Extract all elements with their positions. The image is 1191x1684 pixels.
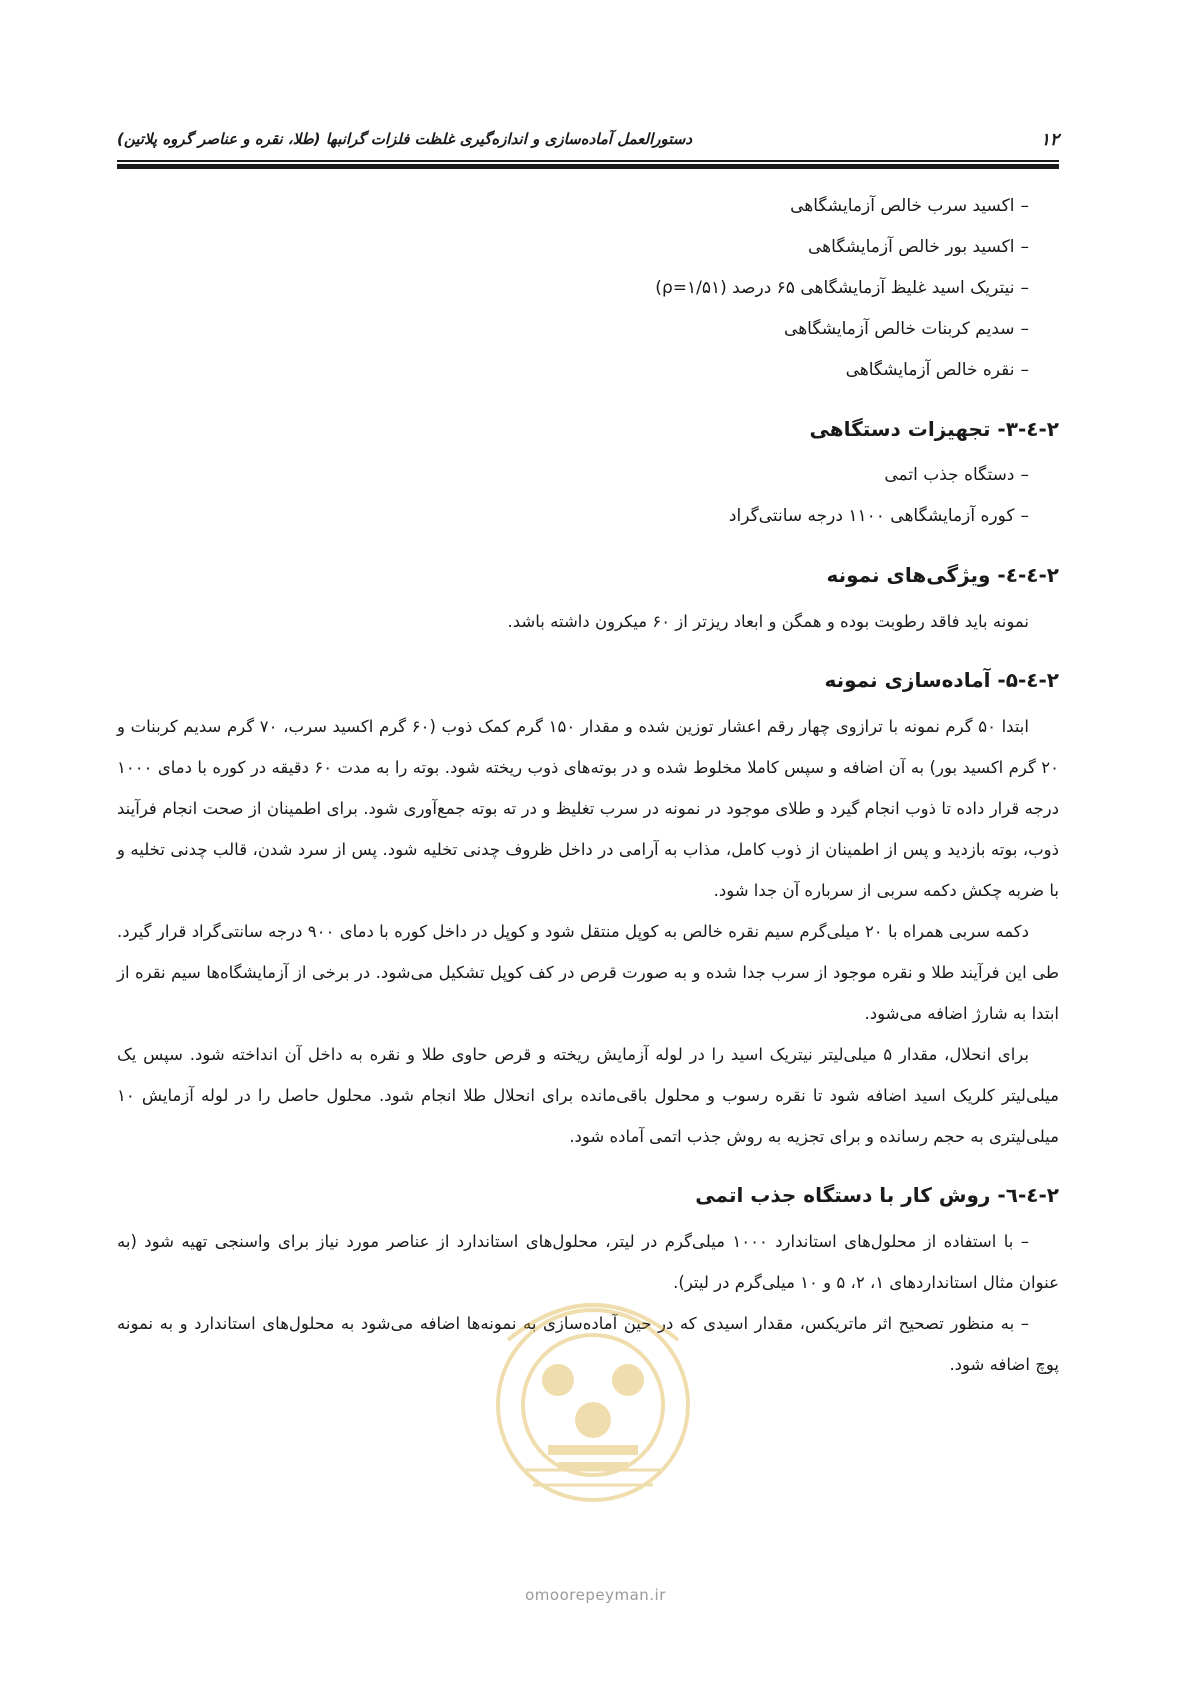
procedure-paragraph: – به منظور تصحیح اثر ماتریکس، مقدار اسیدی که در حین آماده‌سازی به نمونه‌ها اضافه می‌شود به محلول‌های استاندارد و به نمونه پوچ اضافه شود. (117, 1314, 1059, 1374)
header-rule-thin (117, 160, 1059, 162)
section-heading-equipment: ۲-٤-۳- تجهیزات دستگاهی (809, 417, 1059, 441)
sample-text: نمونه باید فاقد رطوبت بوده و همگن و ابعاد ریزتر از ۶۰ میکرون داشته باشد. (507, 612, 1029, 631)
list-item: –دستگاه جذب اتمی (117, 455, 1029, 496)
list-marker: – (1020, 196, 1029, 216)
section-heading-sample: ۲-٤-٤- ویژگی‌های نمونه (826, 563, 1059, 587)
running-title: دستورالعمل آماده‌سازی و اندازه‌گیری غلظت فلزات گرانبها (طلا، نقره و عناصر گروه پلاتین) (117, 130, 693, 148)
list-item: –کوره آزمایشگاهی ۱۱۰۰ درجه سانتی‌گراد (117, 496, 1029, 537)
page-header (117, 124, 1059, 164)
watermark-url: omoorepeyman.ir (525, 1586, 666, 1604)
reagent-list (117, 186, 1059, 391)
list-marker: – (1020, 237, 1029, 257)
list-marker: – (1020, 465, 1029, 485)
preparation-paragraph: برای انحلال، مقدار ۵ میلی‌لیتر نیتریک اسید را در لوله آزمایش ریخته و قرص حاوی طلا و نقره به داخل آن انداخته شود. سپس یک میلی‌لیتر کلریک اسید اضافه شود تا نقره رسوب و محلول باقی‌مانده برای انحلال طلا انجام شود. محلول حاصل را در لوله آزمایش ۱۰ میلی‌لیتری به حجم رسانده و برای تجزیه به روش جذب اتمی آماده شود. (117, 1045, 1059, 1146)
equipment-list (117, 455, 1059, 537)
list-item: –نقره خالص آزمایشگاهی (117, 350, 1029, 391)
preparation-paragraph: ابتدا ۵۰ گرم نمونه با ترازوی چهار رقم اعشار توزین شده و مقدار ۱۵۰ گرم کمک ذوب (۶۰ گرم اکسید سرب، ۷۰ گرم سدیم کربنات و ۲۰ گرم اکسید بور) به آن اضافه و سپس کاملا مخلوط شده و در بوته‌های ذوب ریخته شود. بوته را به مدت ۶۰ دقیقه در کوره با دمای ۱۰۰۰ درجه قرار داده تا ذوب انجام گیرد و طلای موجود در نمونه در سرب تغلیظ و در ته بوته جمع‌آوری شود. برای اطمینان از صحت انجام فرآیند ذوب، بوته بازدید و پس از اطمینان از ذوب کامل، مذاب به آرامی در داخل ظروف چدنی تخلیه شود. پس از سرد شدن، قالب چدنی تخلیه و با ضربه چکش دکمه سربی از سرباره آن جدا شود. (117, 717, 1059, 900)
section-heading-procedure: ۲-٤-٦- روش کار با دستگاه جذب اتمی (695, 1183, 1059, 1207)
section-heading-preparation: ۲-٤-۵- آماده‌سازی نمونه (824, 668, 1059, 692)
list-item: –اکسید سرب خالص آزمایشگاهی (117, 186, 1029, 227)
list-marker: – (1020, 506, 1029, 526)
list-item: –سدیم کربنات خالص آزمایشگاهی (117, 309, 1029, 350)
list-marker: – (1020, 278, 1029, 298)
header-rule-thick (117, 164, 1059, 169)
procedure-paragraph: – با استفاده از محلول‌های استاندارد ۱۰۰۰ میلی‌گرم در لیتر، محلول‌های استاندارد از عناصر مورد نیاز برای واسنجی تهیه شود (به عنوان مثال استانداردهای ۱، ۲، ۵ و ۱۰ میلی‌گرم در لیتر). (117, 1232, 1059, 1292)
page-number: ۱۲ (1040, 130, 1059, 150)
list-item: –نیتریک اسید غلیظ آزمایشگاهی ۶۵ درصد (ρ=۱/۵۱) (117, 268, 1029, 309)
preparation-paragraph: دکمه سربی همراه با ۲۰ میلی‌گرم سیم نقره خالص به کوپل منتقل شود و کوپل در داخل کوره با دمای ۹۰۰ درجه سانتی‌گراد قرار گیرد. طی این فرآیند طلا و نقره موجود از سرب جدا شده و به صورت قرص در کف کوپل تشکیل می‌شود. در برخی از آزمایشگاه‌ها سیم نقره از ابتدا به شارژ اضافه می‌شود. (117, 922, 1059, 1023)
list-marker: – (1020, 319, 1029, 339)
page-content (117, 186, 1059, 1385)
list-item: –اکسید بور خالص آزمایشگاهی (117, 227, 1029, 268)
list-marker: – (1020, 360, 1029, 380)
